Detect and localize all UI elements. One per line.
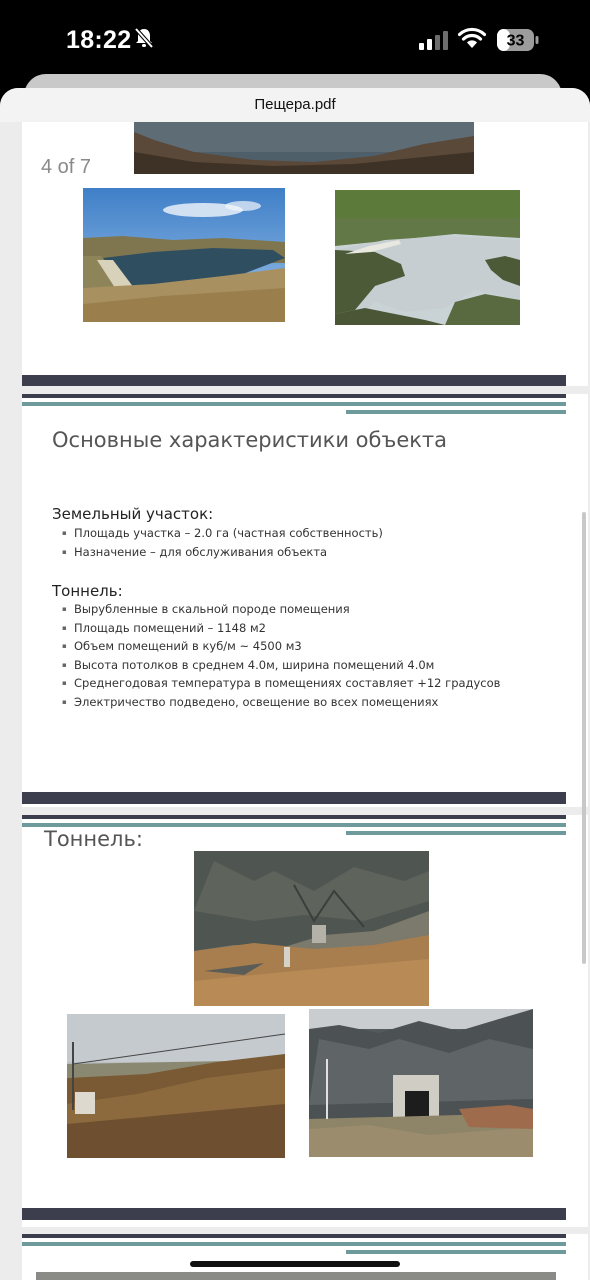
list-item: ▪ Электричество подведено, освещение во всех помещениях — [62, 693, 500, 712]
tunnel-entrance-photo — [309, 1009, 533, 1157]
list-item: ▪ Среднегодовая температура в помещениях составляет +12 градусов — [62, 674, 500, 693]
slide-header-line-teal-short — [346, 831, 566, 835]
pdf-page-4[interactable] — [22, 1234, 588, 1280]
list-item: ▪ Площадь помещений – 1148 м2 — [62, 619, 500, 638]
battery-level: 33 — [506, 32, 525, 50]
slide-header-line-teal — [22, 402, 566, 406]
list-item: ▪ Высота потолков в среднем 4.0м, ширина помещений 4.0м — [62, 656, 500, 675]
pdf-page-1[interactable] — [22, 122, 588, 386]
slide-footer-bar — [22, 1208, 566, 1220]
scrollbar[interactable] — [582, 512, 586, 964]
reservoir-aerial-photo — [335, 190, 520, 325]
document-title: Пещера.pdf — [254, 96, 336, 113]
pdf-viewer-sheet[interactable] — [0, 88, 590, 1280]
land-plot-list — [62, 524, 383, 561]
tunnel-features-list — [62, 600, 500, 711]
land-plot-heading: Земельный участок: — [52, 505, 214, 523]
pdf-page-3[interactable] — [22, 815, 588, 1227]
dam-reservoir-photo — [83, 188, 285, 322]
status-time: 18:22 — [66, 26, 132, 54]
slide-header-line-teal-short — [346, 410, 566, 414]
photo-strip — [36, 1272, 556, 1280]
silent-mode-icon — [134, 27, 154, 54]
tunnel-heading: Тоннель: — [52, 582, 123, 600]
slide-header-line-dark — [22, 1234, 566, 1238]
status-bar — [0, 0, 590, 82]
rock-hillside-photo — [194, 851, 429, 1006]
sheet-header[interactable] — [0, 88, 590, 122]
slide-header-line-dark — [22, 815, 566, 819]
wifi-icon — [458, 27, 486, 54]
page-indicator: 4 of 7 — [41, 156, 92, 178]
home-indicator[interactable] — [190, 1261, 400, 1267]
power-line-valley-photo — [67, 1014, 285, 1158]
list-item: ▪ Объем помещений в куб/м ~ 4500 м3 — [62, 637, 500, 656]
lake-panorama-photo — [134, 122, 474, 174]
cellular-signal-icon — [419, 30, 449, 55]
slide-header-line-teal — [22, 1242, 566, 1246]
slide-footer-bar — [22, 792, 566, 804]
list-item: ▪ Площадь участка – 2.0 га (частная собственность) — [62, 524, 383, 543]
battery-icon — [497, 28, 539, 57]
slide-title: Тоннель: — [44, 827, 143, 851]
list-item: ▪ Назначение – для обслуживания объекта — [62, 543, 383, 562]
pdf-page-2[interactable] — [22, 394, 588, 807]
list-item: ▪ Вырубленные в скальной породе помещения — [62, 600, 500, 619]
slide-footer-bar — [22, 375, 566, 386]
slide-header-line-dark — [22, 394, 566, 398]
slide-header-line-teal-short — [346, 1250, 566, 1254]
slide-title: Основные характеристики объекта — [52, 428, 448, 452]
